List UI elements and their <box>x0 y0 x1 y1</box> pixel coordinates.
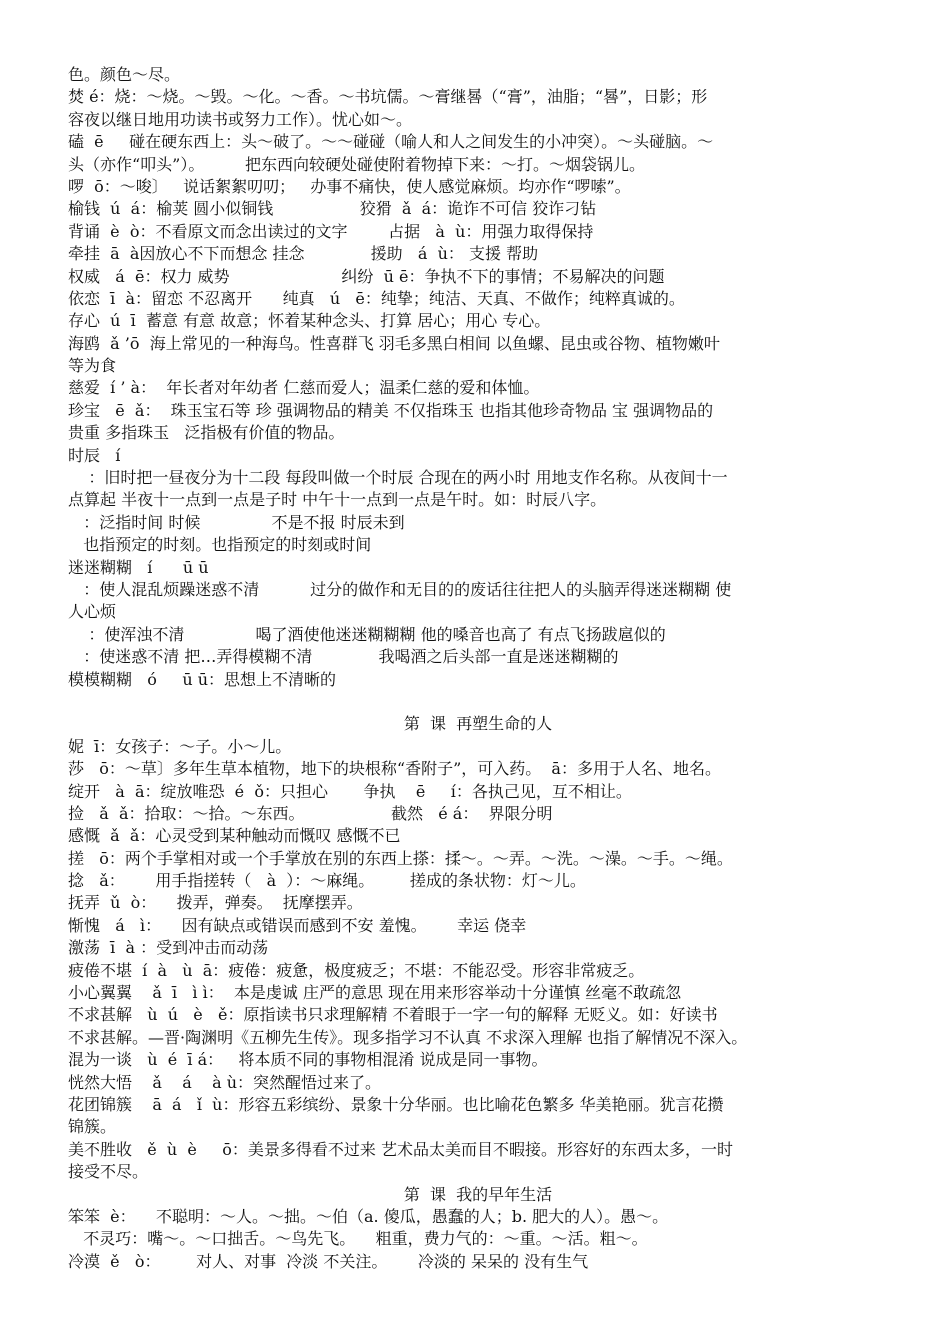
document-page <box>68 64 888 1273</box>
text-line: ：使人混乱烦躁迷惑不清 过分的做作和无目的的废话往往把人的头脑弄得迷迷糊糊 使 <box>68 579 732 599</box>
spacer <box>68 691 888 713</box>
text-line: 榆钱 ú á：榆荚 圆小似铜钱 狡猾 ǎ á：诡诈不可信 狡诈刁钻 <box>68 199 597 219</box>
text-block-1 <box>68 64 888 691</box>
text-line: 啰 ō：～唆〕 说话絮絮叨叨； 办事不痛快，使人感觉麻烦。均亦作“啰嗦”。 <box>68 176 631 196</box>
text-line: 珍宝 ē ǎ： 珠玉宝石等 珍 强调物品的精美 不仅指珠玉 也指其他珍奇物品 宝 强调物品的 <box>68 400 714 420</box>
text-line: 慈爱 í ’ à： 年长者对年幼者 仁慈而爱人；温柔仁慈的爱和体恤。 <box>68 378 540 398</box>
text-line: 抚弄 ǔ ò： 拨弄，弹奏。 抚摩摆弄。 <box>68 893 363 913</box>
text-line: 磕 ē 碰在硬东西上：头～破了。～～碰碰（喻人和人之间发生的小冲突）。～头碰脑。～ <box>68 132 714 152</box>
text-line: 接受不尽。 <box>68 1162 149 1182</box>
text-line: 存心 ú ī 蓄意 有意 故意；怀着某种念头、打算 居心；用心 专心。 <box>68 311 551 331</box>
text-line: 捻 ǎ： 用手指搓转（ à ）：～麻绳。 搓成的条状物：灯～儿。 <box>68 871 586 891</box>
text-line: 不灵巧：嘴～。～口拙舌。～鸟先飞。 粗重，费力气的：～重。～活。粗～。 <box>68 1229 648 1249</box>
text-line: 也指预定的时刻。也指预定的时刻或时间 <box>68 535 372 555</box>
text-line: ：使迷惑不清 把…弄得模糊不清 我喝酒之后头部一直是迷迷糊糊的 <box>68 647 619 667</box>
text-line: 绽开 à ā：绽放唯恐 é ǒ：只担心 争执 ē í：各执己见，互不相让。 <box>68 781 632 801</box>
text-line: 模模糊糊 ó ū ū：思想上不清晰的 <box>68 669 337 689</box>
text-line: 不求甚解。—晋·陶渊明《五柳先生传》。现多指学习不认真 不求深入理解 也指了解情况不深入。 <box>68 1027 748 1047</box>
text-line: 不求甚解 ù ú è ě：原指读书只求理解精 不着眼于一字一句的解释 无贬义。如：好读书 <box>68 1005 718 1025</box>
text-line: 花团锦簇 ā á ǐ ù：形容五彩缤纷、景象十分华丽。也比喻花色繁多 华美艳丽。犹言花攒 <box>68 1094 724 1114</box>
text-line: 容夜以继日地用功读书或努力工作）。忧心如～。 <box>68 109 413 129</box>
text-line: 搓 ō：两个手掌相对或一个手掌放在别的东西上搽：揉～。～弄。～洗。～澡。～手。～绳。 <box>68 848 733 868</box>
text-line: ：泛指时间 时候 不是不报 时辰未到 <box>68 512 405 532</box>
lesson-heading: 第 课 我的早年生活 <box>403 1184 553 1204</box>
text-line: 恍然大悟 ǎ á à ù：突然醒悟过来了。 <box>68 1072 382 1092</box>
text-line: ：旧时把一昼夜分为十二段 每段叫做一个时辰 合现在的两小时 用地支作名称。从夜间十一 <box>68 468 728 488</box>
text-line: 色。颜色～尽。 <box>68 65 181 84</box>
text-line: 权威 á ē：权力 威势 纠纷 ū ē：争执不下的事情；不易解决的问题 <box>68 266 665 286</box>
text-line: 人心烦 <box>68 602 117 622</box>
lesson-heading: 第 课 再塑生命的人 <box>403 714 553 734</box>
text-line: 头（亦作“叩头”）。 把东西向较硬处碰使附着物掉下来：～打。～烟袋锅儿。 <box>68 154 646 174</box>
text-line: 牵挂 ā à因放心不下而想念 挂念 援助 á ù： 支援 帮助 <box>68 244 539 264</box>
text-line: 等为食 <box>68 356 117 376</box>
text-line: 捡 ǎ ǎ：拾取：～拾。～东西。 截然 é á： 界限分明 <box>68 803 553 823</box>
text-line: ：使浑浊不清 喝了酒使他迷迷糊糊糊 他的嗓音也高了 有点飞扬跋扈似的 <box>68 624 666 644</box>
text-line: 迷迷糊糊 í ū ū <box>68 557 209 577</box>
text-line: 背诵 è ò：不看原文而念出读过的文字 占据 à ù：用强力取得保持 <box>68 221 594 241</box>
text-line: 时辰 í <box>68 445 121 465</box>
text-line: 激荡 ī à ：受到冲击而动荡 <box>68 938 269 958</box>
text-line: 焚 é：烧：～烧。～毁。～化。～香。～书坑儒。～膏继晷（“膏”，油脂；“晷”，日影；形 <box>68 87 708 107</box>
text-line: 惭愧 á ì： 因有缺点或错误而感到不安 羞愧。 幸运 侥幸 <box>68 915 527 935</box>
text-line: 点算起 半夜十一点到一点是子时 中午十一点到一点是午时。如：时辰八字。 <box>68 490 607 510</box>
text-line: 依恋 ī à：留恋 不忍离开 纯真 ú ē：纯挚；纯洁、天真、不做作；纯粹真诚的。 <box>68 288 685 308</box>
text-line: 锦簇。 <box>68 1117 117 1137</box>
text-line: 美不胜收 ě ù è ō：美景多得看不过来 艺术品太美而目不暇接。形容好的东西太多，一时 <box>68 1139 733 1159</box>
text-block-3 <box>68 1206 888 1273</box>
text-block-2 <box>68 736 888 1184</box>
text-line: 疲倦不堪 í à ù ā：疲倦：疲惫，极度疲乏；不堪：不能忍受。形容非常疲乏。 <box>68 960 645 980</box>
text-line: 冷漠 ě ò： 对人、对事 冷淡 不关注。 冷淡的 呆呆的 没有生气 <box>68 1251 589 1271</box>
text-line: 笨笨 è： 不聪明：～人。～拙。～伯（a. 傻瓜，愚蠢的人；b. 肥大的人）。愚～。 <box>68 1206 669 1226</box>
text-line: 小心翼翼 ǎ ī ì ì： 本是虔诚 庄严的意思 现在用来形容举动十分谨慎 丝毫不敢疏忽 <box>68 983 682 1003</box>
text-line: 莎 ō：～草〕多年生草本植物，地下的块根称“香附子”，可入药。 ā：多用于人名、地名。 <box>68 759 721 779</box>
text-line: 感慨 ǎ ǎ：心灵受到某种触动而慨叹 感慨不已 <box>68 826 401 846</box>
text-line: 妮 ī：女孩子：～子。小～儿。 <box>68 736 292 756</box>
text-line: 贵重 多指珠玉 泛指极有价值的物品。 <box>68 423 345 443</box>
text-line: 海鸥 ǎ ’ō 海上常见的一种海鸟。性喜群飞 羽毛多黑白相间 以鱼螺、昆虫或谷物、植物嫩叶 <box>68 333 720 353</box>
text-line: 混为一谈 ù é ī á： 将本质不同的事物相混淆 说成是同一事物。 <box>68 1050 548 1070</box>
